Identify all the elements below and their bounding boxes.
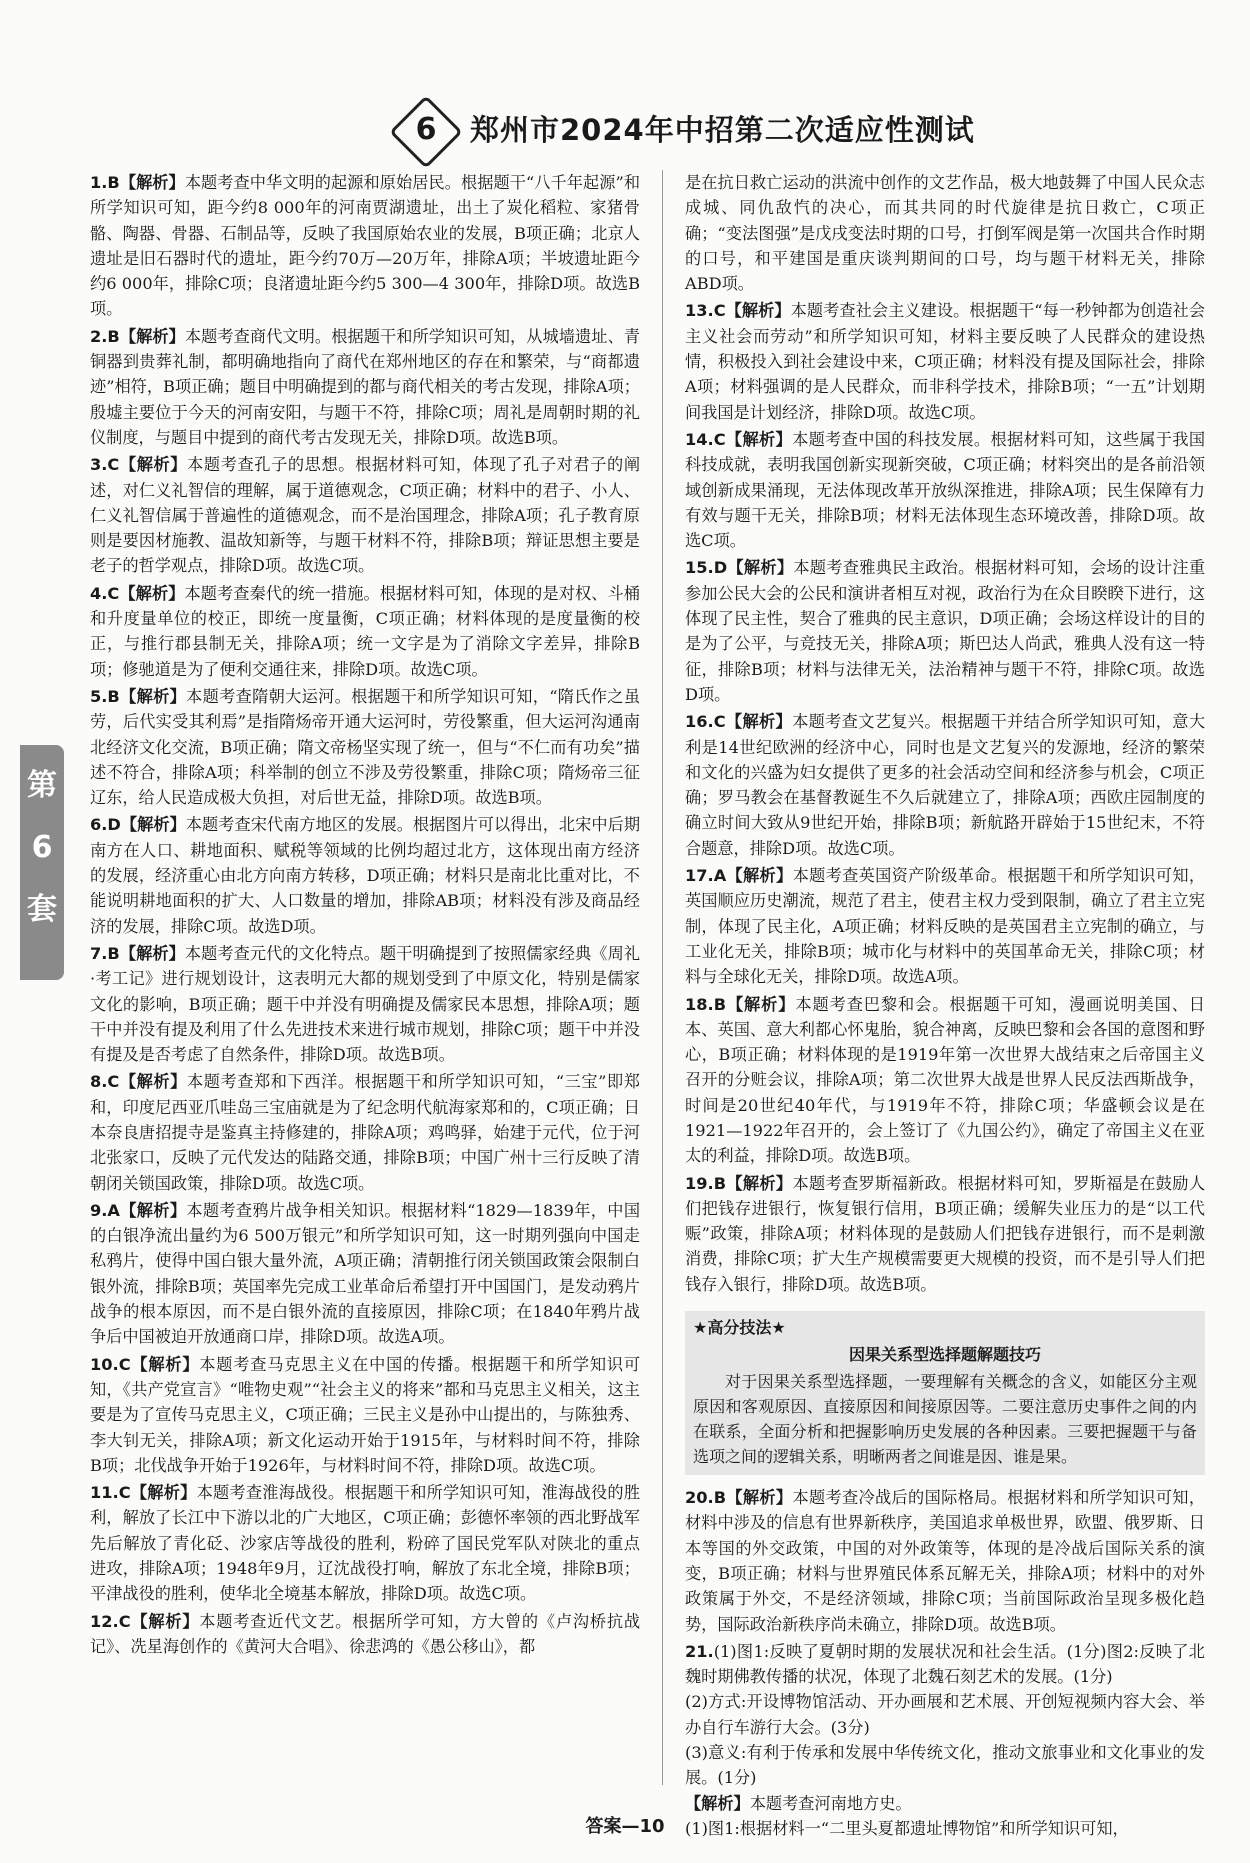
question-number: 4. [90, 583, 108, 603]
answer-item [90, 581, 640, 682]
answer-letter: B [713, 1173, 727, 1193]
side-tab-line1: 第 [27, 768, 57, 803]
question-number: 16. [685, 712, 714, 732]
analysis-text: 是在抗日救亡运动的洪流中创作的文艺作品，极大地鼓舞了中国人民众志成城、同仇敌忾的决心，而其共同的时代旋律是抗日救亡，C项正确；“变法图强”是戊戌变法时期的口号，打倒军阀是第一次国共合作时期的口号，和平建国是重庆谈判期间的口号，均与题干材料无关，排除ABD项。 [685, 173, 1205, 294]
analysis-tag: 【解析】 [130, 1354, 200, 1374]
page-footer: 答案—10 [585, 1816, 665, 1837]
analysis-text: 本题考查冷战后的国际格局。根据材料和所学知识可知，材料中涉及的信息有世界新秩序，美国追求单极世界，欧盟、俄罗斯、日本等国的外交政策，中国的对外政策等，体现的是冷战后国际关系的演变，B项正确；材料与世界殖民体系瓦解无关，排除A项；材料中的对外政策属于外交，不是经济领域，排除C项；当前国际政治呈现多极化趋势，国际政治新秩序尚未确立，排除D项。故选B项。 [685, 1488, 1206, 1634]
answer-letter: C [107, 1072, 120, 1092]
right-column [685, 170, 1205, 1843]
tip-heading: 因果关系型选择题解题技巧 [848, 1345, 1041, 1365]
answer-item [685, 555, 1205, 707]
analysis-text: 本题考查孔子的思想。根据材料可知，体现了孔子对君子的阐述，对仁义礼智信的理解，属于道德观念，C项正确；材料中的君子、小人、仁义礼智信属于普遍性的道德观念，而不是治国理念，排除A项；孔子教育原则是要因材施教、温故知新等，与题干材料不符，排除B项；辩证思想主要是老子的哲学观点，排除D项。故选C项。 [90, 455, 641, 576]
analysis-tag: 【解析】 [119, 943, 185, 963]
side-tab [20, 745, 64, 980]
tip-box [685, 1311, 1205, 1475]
answer-item [90, 324, 640, 450]
question-number: 8. [90, 1072, 108, 1092]
question-number: 3. [90, 455, 108, 475]
analysis-tag: 【解析】 [120, 815, 186, 835]
analysis-text: 本题考查秦代的统一措施。根据材料可知，体现的是对权、斗桶和升度量单位的校正，即统一度量衡，C项正确；材料体现的是度量衡的校正，与推行郡县制无关，排除A项；统一文字是为了消除文字差异，排除B项；修驰道是为了便利交通往来，排除D项。故选C项。 [90, 583, 640, 679]
answer-item [90, 170, 640, 322]
answer-item-21 [685, 1639, 1205, 1841]
answer-item [90, 684, 640, 810]
analysis-tag: 【解析】 [119, 583, 185, 603]
answer-letter: D [713, 558, 728, 578]
analysis-text: 本题考查中国的科技发展。根据材料可知，这些属于我国科技成就，表明我国创新实现新突破，C项正确；材料突出的是各前沿领域创新成果涌现，无法体现改革开放纵深推进，排除A项；民生保障有力有效与题干无关，排除B项；材料无法体现生态环境改善，排除D项。故选C项。 [685, 429, 1206, 551]
analysis-tag: 【解析】 [119, 686, 187, 706]
answer-item [90, 1480, 640, 1606]
analysis-text: 本题考查隋朝大运河。根据题干和所学知识可知，“隋氏作之虽劳，后代实受其利焉”是指隋炀帝开通大运河时，劳役繁重，但大运河沟通南北经济文化交流，B项正确；隋文帝杨坚实现了统一，但与“不仁而有功矣”描述不符合，排除A项；科举制的创立不涉及劳役繁重，排除C项；隋炀帝三征辽东，给人民造成极大负担，对后世无益，排除D项。故选B项。 [90, 686, 641, 808]
answer-item [90, 452, 640, 578]
analysis-text: 本题考查中华文明的起源和原始居民。根据题干“八千年起源”和所学知识可知，距今约8 000年的河南贾湖遗址，出土了炭化稻粒、家猪骨骼、陶器、骨器、石制品等，反映了我国原始农业的发展，B项正确；北京人遗址是旧石器时代的遗址，距今约70万—20万年，排除A项；半坡遗址距今约6 000年，排除C项；良渚遗址距今约5 300—4 300年，排除D项。故选B项。 [90, 173, 641, 319]
question-number: 17. [685, 866, 714, 886]
answer-item [90, 1198, 640, 1350]
answer-letter: B [107, 686, 120, 706]
analysis-text: 本题考查宋代南方地区的发展。根据图片可以得出，北宋中后期南方在人口、耕地面积、赋税等领域的比例均超过北方，这体现出南方经济的发展，经济重心由北方向南方转移，D项正确；材料只是南北比重对比，不能说明耕地面积的扩大、人口数量的增加，排除AB项；材料没有涉及商品经济的发展，排除C项。故选D项。 [90, 815, 641, 936]
tip-body: 对于因果关系型选择题，一要理解有关概念的含义，如能区分主观原因和客观原因、直接原因和间接原因等。二要注意历史事件之间的内在联系，全面分析和把握影响历史发展的各种因素。三要把握题干与备选项之间的逻辑关系，明晰两者之间谁是因、谁是果。 [693, 1372, 1197, 1467]
analysis-text: 本题考查河南地方史。 [749, 1793, 912, 1813]
answer-letter: C [713, 301, 726, 321]
answer-letter: C [107, 583, 120, 603]
side-tab-line2: 6 [31, 830, 53, 865]
question-number: 2. [90, 326, 108, 346]
analysis-tag: 【解析】 [119, 173, 185, 192]
question-number: 19. [685, 1173, 714, 1193]
answer-letter: C [713, 429, 726, 449]
analysis-text: 本题考查商代文明。根据题干和所学知识可知，从城墙遗址、青铜器到贵葬礼制，都明确地指向了商代在郑州地区的存在和繁荣，与“商都遗迹”相符，B项正确；题目中明确提到的都与商代相关的考古发现，排除A项；殷墟主要位于今天的河南安阳，与题干不符，排除C项；周礼是周朝时期的礼仪制度，与题目中提到的商代考古发现无关，排除D项。故选B项。 [90, 326, 641, 447]
answer-letter: C [118, 1483, 131, 1503]
analysis-tag: 【解析】 [726, 994, 796, 1014]
question-number: 6. [90, 815, 108, 835]
question-number: 21. [685, 1641, 714, 1661]
analysis-tag: 【解析】 [725, 712, 793, 732]
analysis-text: 本题考查近代文艺。根据所学可知，方大曾的《卢沟桥抗战记》、冼星海创作的《黄河大合唱》、徐悲鸿的《愚公移山》，都 [90, 1611, 641, 1656]
analysis-text: 本题考查罗斯福新政。根据材料可知，罗斯福是在鼓励人们把钱存进银行，恢复银行信用，B项正确；缓解失业压力的是“以工代赈”政策，排除A项；材料体现的是鼓励人们把钱存进银行，而不是刺激消费，排除C项；扩大生产规模需要更大规模的投资，而不是引导人们把钱存入银行，排除D项。故选B项。 [685, 1173, 1206, 1294]
analysis-text: 本题考查淮海战役。根据题干和所学知识可知，淮海战役的胜利，解放了长江中下游以北的广大地区，C项正确；彭德怀率领的西北野战军先后解放了青化砭、沙家店等战役的胜利，粉碎了国民党军队对陕北的重点进攻，排除A项；1948年9月，辽沈战役打响，解放了东北全境，排除B项；平津战役的胜利，使华北全境基本解放，排除D项。故选C项。 [90, 1483, 641, 1604]
answer-letter: B [713, 994, 727, 1014]
answer-letter: C [107, 455, 120, 475]
analysis-text: 本题考查郑和下西洋。根据题干和所学知识可知，“三宝”即郑和，印度尼西亚爪哇岛三宝庙就是为了纪念明代航海家郑和的，C项正确；日本奈良唐招提寺是鉴真主持修建的，排除A项；鸡鸣驿，始建于元代，位于河北张家口，反映了元代发达的陆路交通，排除B项；中国广州十三行反映了清朝闭关锁国政策，排除D项。故选C项。 [90, 1072, 640, 1193]
question-number: 10. [90, 1354, 119, 1374]
side-tab-line3: 套 [27, 892, 57, 927]
answer-item [685, 992, 1205, 1169]
answer-item [90, 812, 640, 938]
question-number: 20. [685, 1488, 714, 1508]
analysis-text: 本题考查元代的文化特点。题干明确提到了按照儒家经典《周礼·考工记》进行规划设计，这表明元大都的规划受到了中原文化，特别是儒家文化的影响，B项正确；题干中并没有明确提及儒家民本思想，排除A项；题干中并没有提及利用了什么先进技术来进行城市规划，排除C项；题干中并没有提及是否考虑了自然条件，排除D项。故选B项。 [90, 943, 641, 1065]
question-number: 11. [90, 1483, 119, 1503]
analysis-tag: 【解析】 [726, 866, 793, 886]
answer-part-1: (1)图1:反映了夏朝时期的发展状况和社会生活。(1分)图2:反映了北魏时期佛教传播的状况，体现了北魏石刻艺术的发展。(1分) [685, 1641, 1205, 1687]
answer-item [90, 1069, 640, 1195]
question-number: 15. [685, 558, 714, 578]
question-number: 5. [90, 686, 108, 706]
answer-part-2: (2)方式:开设博物馆活动、开办画展和艺术展、开创短视频内容大会、举办自行车游行大会。(3分) [685, 1692, 1205, 1737]
answer-letter: B [107, 943, 120, 963]
analysis-tag: 【解析】 [725, 429, 793, 449]
answer-item [685, 427, 1205, 553]
answer-item [90, 1352, 640, 1478]
answer-item [685, 170, 1205, 296]
answer-item [685, 709, 1205, 861]
analysis-tag: 【解析】 [119, 1200, 187, 1220]
answer-letter: B [107, 326, 120, 346]
left-column [90, 170, 640, 1661]
question-number: 1. [90, 173, 108, 192]
answer-letter: A [713, 866, 727, 886]
analysis-tag: 【解析】 [119, 1072, 187, 1092]
answer-letter: B [713, 1488, 727, 1508]
question-number: 13. [685, 301, 714, 321]
analysis-text-2: (1)图1:根据材料一“二里头夏都遗址博物馆”和所学知识可知， [685, 1818, 1129, 1838]
answer-item [685, 863, 1205, 989]
answer-letter: D [107, 815, 121, 835]
analysis-tag: 【解析】 [727, 558, 794, 578]
analysis-text: 本题考查社会主义建设。根据题干“每一秒钟都为创造社会主义社会而劳动”和所学知识可知，材料主要反映了人民群众的建设热情，积极投入到社会建设中来，C项正确；材料没有提及国际社会，排除A项；材料强调的是人民群众，而非科学技术，排除B项；“一五”计划期间我国是计划经济，排除D项。故选C项。 [685, 301, 1206, 422]
answer-part-3: (3)意义:有利于传承和发展中华传统文化，推动文旅事业和文化事业的发展。(1分) [685, 1743, 1205, 1788]
tip-label: ★高分技法★ [693, 1318, 786, 1338]
column-divider [662, 170, 663, 1785]
answer-item [685, 1171, 1205, 1297]
question-number: 7. [90, 943, 108, 963]
analysis-tag: 【解析】 [726, 1173, 793, 1193]
answer-item [685, 1485, 1205, 1637]
analysis-tag: 【解析】 [130, 1483, 197, 1503]
analysis-tag: 【解析】 [725, 301, 791, 321]
analysis-text: 本题考查英国资产阶级革命。根据题干和所学知识可知，英国顺应历史潮流，规范了君主，使君主权力受到限制，确立了君主立宪制，体现了民主化，A项正确；材料反映的是英国君主立宪制的确立，与工业化无关，排除B项；城市化与材料中的英国革命无关，排除C项；材料与全球化无关，排除D项。故选A项。 [685, 866, 1206, 987]
page-title: 郑州市2024年中招第二次适应性测试 [470, 113, 975, 147]
analysis-tag: 【解析】 [119, 326, 185, 346]
right-column-answers-b [685, 1485, 1205, 1637]
question-number: 14. [685, 429, 714, 449]
analysis-tag: 【解析】 [685, 1793, 750, 1813]
analysis-text: 本题考查巴黎和会。根据题干可知，漫画说明美国、日本、英国、意大利都心怀鬼胎，貌合神离，反映巴黎和会各国的意图和野心，B项正确；材料体现的是1919年第一次世界大战结束之后帝国主义召开的分赃会议，排除A项；第二次世界大战是世界人民反法西斯战争，时间是20世纪40年代，与1919年不符，排除C项；华盛顿会议是在1921—1922年召开的，会上签订了《九国公约》，确定了帝国主义在亚太的利益，排除D项。故选B项。 [685, 994, 1205, 1166]
analysis-text: 本题考查鸦片战争相关知识。根据材料“1829—1839年，中国的白银净流出量约为6 500万银元”和所学知识可知，这一时期列强向中国走私鸦片，使得中国白银大量外流，A项正确；清朝推行闭关锁国政策会限制白银外流，排除B项；英国率先完成工业革命后希望打开中国国门，是发动鸦片战争的根本原因，而不是白银外流的直接原因，排除C项；在1840年鸦片战争后中国被迫开放通商口岸，排除D项。故选A项。 [90, 1200, 640, 1347]
page-header [0, 104, 1250, 160]
question-number: 18. [685, 994, 714, 1014]
answer-item [90, 1609, 640, 1660]
analysis-tag: 【解析】 [130, 1611, 200, 1631]
answer-letter: C [118, 1354, 131, 1374]
answer-item [90, 941, 640, 1067]
answer-letter: C [118, 1611, 131, 1631]
right-column-answers-a [685, 170, 1205, 1297]
question-number: 12. [90, 1611, 119, 1631]
analysis-text: 本题考查马克思主义在中国的传播。根据题干和所学知识可知，《共产党宣言》“唯物史观”“社会主义的将来”都和马克思主义相关，这主要是为了宣传马克思主义，C项正确；三民主义是孙中山提出的，与陈独秀、李大钊无关，排除A项；新文化运动开始于1915年，与材料时间不符，排除B项；北伐战争开始于1926年，与材料时间不符，排除D项。故选C项。 [90, 1354, 641, 1475]
analysis-tag: 【解析】 [119, 455, 188, 475]
question-number: 9. [90, 1200, 108, 1220]
answer-letter: B [107, 173, 120, 192]
answer-letter: C [713, 712, 726, 732]
answer-item [685, 298, 1205, 424]
answer-letter: A [107, 1200, 120, 1220]
analysis-text: 本题考查文艺复兴。根据题干并结合所学知识可知，意大利是14世纪欧洲的经济中心，同时也是文艺复兴的发源地，经济的繁荣和文化的兴盛为妇女提供了更多的社会活动空间和经济参与机会，C项正确；罗马教会在基督教诞生不久后就建立了，排除A项；西欧庄园制度的确立时间大致从9世纪开始，排除B项；新航路开辟始于15世纪末，不符合题意，排除D项。故选C项。 [685, 712, 1206, 858]
analysis-tag: 【解析】 [726, 1488, 793, 1508]
set-number: 6 [415, 112, 437, 147]
analysis-text: 本题考查雅典民主政治。根据材料可知，会场的设计注重参加公民大会的公民和演讲者相互对视，政治行为在众目睽睽下进行，这体现了民主性，契合了雅典的民主意识，D项正确；会场这样设计的目的是为了公平，与竞技无关，排除A项；斯巴达人尚武，雅典人没有这一特征，排除B项；材料与法律无关，法治精神与题干不符，排除C项。故选D项。 [685, 558, 1206, 704]
